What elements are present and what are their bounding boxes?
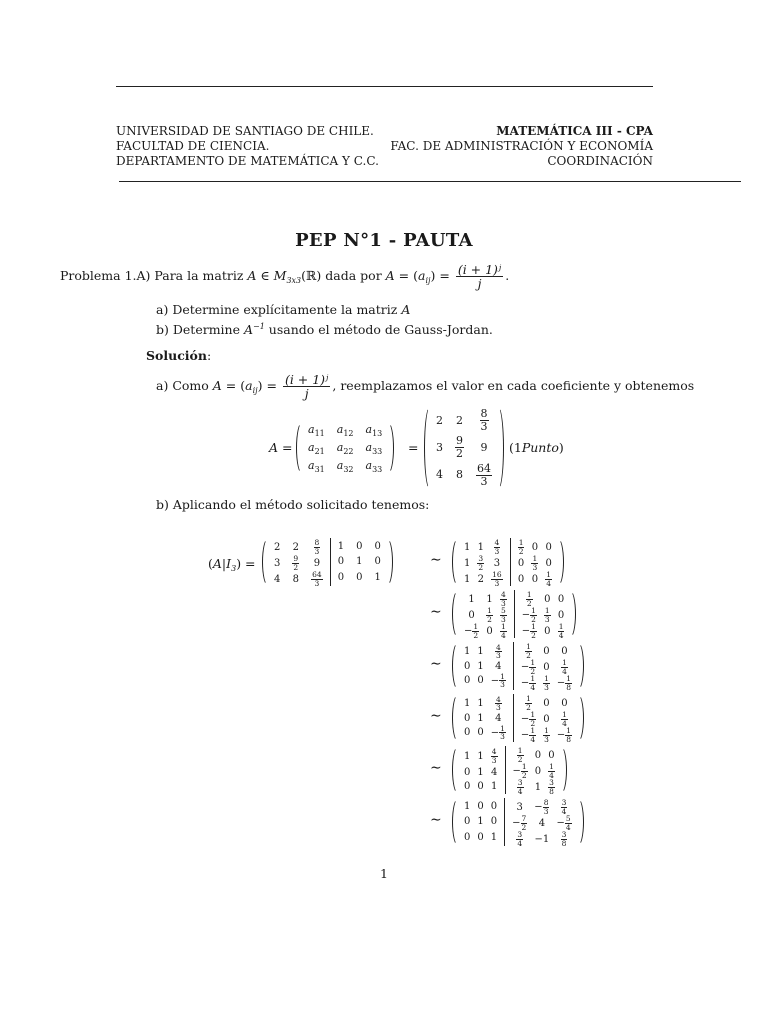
- matrix-cell: 0: [374, 556, 381, 568]
- right-parenthesis: [387, 422, 394, 474]
- matrix-cell: 0: [517, 557, 525, 569]
- matrix-cell: 1: [337, 541, 345, 553]
- faculty-name: FACULTAD DE CIENCIA.: [116, 139, 270, 153]
- matrix-cell: 3: [274, 557, 281, 569]
- matrix-cell: − $\frac{1}{8}$: [556, 674, 572, 692]
- matrix-cell: 1: [464, 750, 471, 762]
- matrix-cell: 1: [464, 801, 471, 813]
- right-parenthesis: [569, 590, 576, 638]
- matrix-cell: 0: [557, 593, 565, 605]
- matrix-cell: 1: [477, 766, 484, 778]
- matrix-cell: 4: [495, 712, 502, 724]
- matrix-cell: $\frac{1}{3}$: [532, 554, 538, 572]
- item-a: a) Determine explícitamente la matriz A: [156, 302, 411, 317]
- matrix-cell: $\frac{1}{4}$: [562, 658, 567, 676]
- matrix-cell: $\frac{3}{8}$: [561, 830, 567, 848]
- matrix-cell: $\frac{1}{4}$: [549, 762, 554, 780]
- matrix-cell: − $\frac{1}{2}$: [520, 710, 536, 728]
- matrix-cell: 0: [543, 713, 550, 725]
- matrix-cell: 0: [486, 625, 493, 637]
- row-equivalence-symbol: ∼: [430, 760, 442, 776]
- left-parenthesis: [452, 746, 459, 794]
- row-equivalence-symbol: ∼: [430, 552, 442, 568]
- equals-sign: =: [408, 440, 419, 455]
- matrix-cell: 2: [274, 541, 281, 553]
- matrix-cell: $\frac{8}{3}$: [314, 538, 320, 556]
- matrix-cell: 0: [464, 660, 471, 672]
- matrix-cell: 0: [543, 645, 550, 657]
- matrix-cell: 0: [534, 765, 542, 777]
- left-parenthesis: [452, 642, 459, 690]
- augment-separator: [514, 590, 515, 638]
- augment-separator: [330, 538, 331, 586]
- matrix-cell: 1: [464, 557, 471, 569]
- matrix-cell: 0: [464, 831, 471, 843]
- solution-heading: Solución:: [146, 348, 212, 363]
- matrix-cell: 4: [274, 573, 281, 585]
- matrix-cell: − $\frac{1}{3}$: [490, 671, 505, 689]
- augment-separator: [513, 642, 514, 690]
- augment-separator: [510, 538, 511, 586]
- right-parenthesis: [557, 538, 564, 586]
- matrix-cell: 0: [464, 780, 471, 792]
- matrix-cell: $\frac{4}{3}$: [500, 590, 506, 608]
- matrix-cell: 0: [534, 749, 542, 761]
- matrix-cell: 0: [464, 675, 471, 686]
- matrix-cell: $\frac{1}{3}$: [544, 606, 550, 624]
- matrix-cell: $\frac{3}{4}$: [517, 830, 523, 848]
- matrix-cell: $\frac{1}{4}$: [546, 570, 552, 588]
- page-title: PEP N°1 - PAUTA: [295, 230, 473, 251]
- matrix-cell: − $\frac{1}{8}$: [556, 726, 572, 744]
- matrix-cell: 0: [464, 712, 471, 724]
- university-name: UNIVERSIDAD DE SANTIAGO DE CHILE.: [116, 124, 374, 138]
- page-number: 1: [380, 866, 388, 881]
- matrix-cell: 1: [464, 541, 471, 553]
- matrix-cell: − $\frac{7}{2}$: [512, 814, 527, 832]
- course-name: MATEMÁTICA III - CPA: [496, 124, 653, 138]
- matrix-cell: $\frac{64}{3}$: [477, 461, 491, 488]
- points-label: (1Punto): [509, 440, 564, 455]
- augment-separator: [504, 798, 505, 846]
- matrix-cell: $\frac{5}{3}$: [500, 606, 506, 624]
- matrix-cell: $a_{31}$: [308, 459, 325, 474]
- matrix-cell: 8: [456, 468, 463, 482]
- left-parenthesis: [424, 406, 431, 490]
- matrix-cell: 1: [490, 831, 498, 843]
- solution-a-line: a) Como $A = (a_{ij})$ = $\frac{\text{(i + 1)ʲ}}{j}$ , reemplazamos el valor en cada coeficiente y obtenemos: [156, 372, 695, 401]
- item-b: b) Determine $A^{-1}$ usando el método de Gauss-Jordan.: [156, 322, 493, 337]
- matrix-cell: 3: [516, 801, 523, 813]
- matrix-cell: 0: [557, 609, 565, 621]
- right-parenthesis: [497, 406, 504, 490]
- matrix-cell: 1: [464, 646, 471, 657]
- matrix-cell: 0: [464, 727, 471, 738]
- matrix-cell: $\frac{4}{3}$: [494, 538, 500, 556]
- matrix-cell: 0: [561, 697, 568, 709]
- matrix-cell: − $\frac{1}{2}$: [512, 762, 527, 780]
- left-parenthesis: [452, 694, 459, 742]
- matrix-cell: $a_{33}$: [365, 441, 383, 456]
- matrix-cell: 0: [548, 749, 555, 761]
- matrix-cell: 0: [544, 593, 551, 605]
- matrix-cell: $a_{12}$: [336, 423, 354, 438]
- matrix-cell: 0: [464, 816, 471, 828]
- matrix-cell: 0: [464, 766, 471, 778]
- matrix-cell: 1: [464, 698, 471, 709]
- matrix-cell: $\frac{3}{4}$: [517, 778, 523, 796]
- matrix-cell: $\frac{1}{2}$: [526, 642, 531, 660]
- gauss-step-matrix: [452, 746, 567, 794]
- matrix-cell: 1: [356, 556, 363, 568]
- left-parenthesis: [296, 422, 303, 474]
- matrix-cell: $\frac{1}{4}$: [558, 622, 564, 640]
- matrix-cell: 1: [534, 781, 542, 793]
- matrix-cell: 1: [490, 780, 498, 792]
- matrix-cell: $a_{33}$: [365, 459, 383, 474]
- header-right: [390, 124, 653, 169]
- gauss-step-matrix: [452, 590, 576, 638]
- matrix-cell: 1: [374, 571, 381, 583]
- formula-fraction: $\frac{\text{(i + 1)ʲ}}{j}$: [457, 262, 502, 291]
- matrix-cell: − $\frac{1}{2}$: [521, 606, 536, 624]
- augmented-label: $(A|I_3)$ =: [208, 556, 256, 573]
- matrix-cell: 1: [468, 593, 475, 605]
- matrix-cell: $\frac{3}{2}$: [478, 554, 484, 572]
- matrix-cell: $\frac{1}{2}$: [526, 590, 532, 608]
- matrix-cell: $a_{22}$: [336, 441, 354, 456]
- right-parenthesis: [577, 642, 584, 690]
- right-parenthesis: [386, 538, 393, 586]
- gauss-step-matrix: [262, 538, 393, 586]
- faculty-admin: FAC. DE ADMINISTRACIÓN Y ECONOMÍA: [390, 139, 653, 153]
- gauss-step-matrix: [452, 642, 584, 690]
- matrix-cell: − $\frac{8}{3}$: [534, 798, 549, 816]
- matrix-cell: $\frac{9}{2}$: [293, 554, 299, 572]
- matrix-cell: − $\frac{5}{4}$: [556, 814, 571, 832]
- matrix-cell: 1: [477, 541, 484, 553]
- problem-mid: dada por: [325, 268, 382, 283]
- right-parenthesis: [577, 694, 584, 742]
- matrix-cell: 0: [356, 541, 363, 553]
- matrix-cell: 3: [493, 557, 501, 569]
- left-parenthesis: [262, 538, 269, 586]
- matrix-cell: $\frac{1}{3}$: [544, 726, 549, 744]
- matrix-cell: $\frac{1}{2}$: [526, 694, 531, 712]
- row-equivalence-symbol: ∼: [430, 656, 442, 672]
- matrix-cell: $\frac{9}{2}$: [456, 434, 463, 461]
- matrix-cell: 0: [356, 571, 363, 583]
- matrix-cell: − $\frac{1}{2}$: [521, 622, 536, 640]
- problem-label: Problema 1.A): [60, 268, 151, 283]
- matrix-cell: 0: [531, 541, 539, 553]
- matrix-cell: 0: [531, 573, 539, 585]
- matrix-cell: $\frac{4}{3}$: [491, 747, 497, 765]
- matrix-cell: 0: [477, 727, 484, 738]
- matrix-cell: $\frac{1}{4}$: [562, 710, 567, 728]
- a-equals-label: A =: [269, 440, 293, 455]
- left-parenthesis: [452, 590, 459, 638]
- matrix-cell: 1: [477, 712, 484, 724]
- right-parenthesis: [560, 746, 567, 794]
- matrix-cell: 1: [477, 646, 484, 657]
- matrix-cell: 0: [545, 541, 552, 553]
- matrix-cell: $\frac{4}{3}$: [495, 694, 501, 712]
- row-equivalence-symbol: ∼: [430, 604, 442, 620]
- matrix-cell: 0: [561, 645, 568, 657]
- matrix-cell: − $\frac{1}{2}$: [464, 622, 479, 640]
- top-rule: [116, 86, 653, 87]
- matrix-cell: $a_{32}$: [336, 459, 354, 474]
- matrix-cell: $\frac{1}{3}$: [544, 674, 549, 692]
- solution-b-line: b) Aplicando el método solicitado tenemos:: [156, 497, 430, 512]
- gauss-step-matrix: [452, 798, 584, 846]
- matrix-cell: 1: [477, 816, 484, 828]
- matrix-cell: − $\frac{1}{4}$: [520, 674, 536, 692]
- row-equivalence-symbol: ∼: [430, 708, 442, 724]
- matrix-cell: −1: [534, 833, 550, 845]
- matrix-cell: 1: [477, 698, 484, 709]
- matrix-cell: 4: [490, 766, 498, 778]
- matrix-cell: 1: [477, 750, 484, 762]
- matrix-cell: 8: [292, 573, 299, 585]
- matrix-cell: 0: [477, 675, 484, 686]
- matrix-cell: 4: [538, 817, 546, 829]
- matrix-cell: 0: [490, 816, 498, 828]
- symbolic-matrix: [296, 422, 394, 474]
- gauss-step-matrix: [452, 694, 584, 742]
- matrix-cell: 0: [543, 661, 550, 673]
- matrix-cell: $\frac{16}{3}$: [492, 570, 502, 588]
- matrix-cell: − $\frac{1}{4}$: [520, 726, 536, 744]
- matrix-cell: $\frac{64}{3}$: [312, 570, 322, 588]
- matrix-cell: 0: [517, 573, 525, 585]
- matrix-cell: 3: [436, 440, 443, 454]
- matrix-cell: $a_{13}$: [365, 423, 383, 438]
- gauss-step-matrix: [452, 538, 564, 586]
- matrix-a-values: [424, 406, 504, 490]
- augment-separator: [513, 694, 514, 742]
- matrix-cell: 4: [436, 468, 443, 482]
- left-parenthesis: [452, 538, 459, 586]
- matrix-cell: 1: [486, 593, 493, 605]
- matrix-cell: 0: [337, 556, 345, 568]
- matrix-cell: 0: [490, 801, 498, 813]
- matrix-cell: $a_{11}$: [308, 423, 325, 438]
- matrix-cell: − $\frac{1}{3}$: [490, 723, 505, 741]
- matrix-cell: $\frac{1}{2}$: [517, 746, 523, 764]
- matrix-cell: − $\frac{1}{2}$: [520, 658, 536, 676]
- problem-prefix: Para la matriz: [154, 268, 244, 283]
- matrix-cell: 0: [477, 780, 484, 792]
- matrix-cell: 2: [456, 413, 463, 427]
- header-rule: [119, 181, 741, 182]
- left-parenthesis: [452, 798, 459, 846]
- matrix-cell: 1: [477, 660, 484, 672]
- matrix-cell: 2: [292, 541, 299, 553]
- matrix-cell: $\frac{3}{4}$: [561, 798, 567, 816]
- department-name: DEPARTAMENTO DE MATEMÁTICA Y C.C.: [116, 154, 379, 168]
- matrix-cell: 4: [495, 660, 502, 672]
- augment-separator: [505, 746, 506, 794]
- matrix-cell: 0: [543, 697, 550, 709]
- header-left: [116, 124, 379, 169]
- matrix-cell: $\frac{1}{2}$: [487, 606, 492, 624]
- matrix-cell: 9: [313, 557, 321, 569]
- matrix-cell: 0: [544, 625, 551, 637]
- matrix-cell: $\frac{1}{4}$: [500, 622, 506, 640]
- matrix-cell: 0: [545, 557, 552, 569]
- matrix-cell: $\frac{3}{8}$: [549, 778, 554, 796]
- matrix-cell: 0: [374, 541, 381, 553]
- matrix-cell: $\frac{4}{3}$: [495, 642, 501, 660]
- matrix-cell: 2: [436, 413, 443, 427]
- matrix-cell: 0: [477, 801, 484, 813]
- coordination: COORDINACIÓN: [547, 154, 653, 168]
- problem-statement: Problema 1.A) Para la matriz A ∈ $M_{3x3}(ℝ)$ dada por $A = (a_{ij})$ = $\frac{\text{(i + 1)ʲ}}{j}$ .: [60, 262, 510, 291]
- matrix-cell: 0: [337, 571, 345, 583]
- matrix-cell: 9: [480, 440, 488, 454]
- matrix-cell: $\frac{8}{3}$: [480, 407, 488, 434]
- matrix-cell: 0: [477, 831, 484, 843]
- matrix-cell: 1: [464, 573, 471, 585]
- matrix-cell: $a_{21}$: [308, 441, 325, 456]
- right-parenthesis: [577, 798, 584, 846]
- matrix-cell: 2: [477, 573, 484, 585]
- matrix-cell: 0: [468, 609, 475, 621]
- row-equivalence-symbol: ∼: [430, 812, 442, 828]
- matrix-cell: $\frac{1}{2}$: [518, 538, 524, 556]
